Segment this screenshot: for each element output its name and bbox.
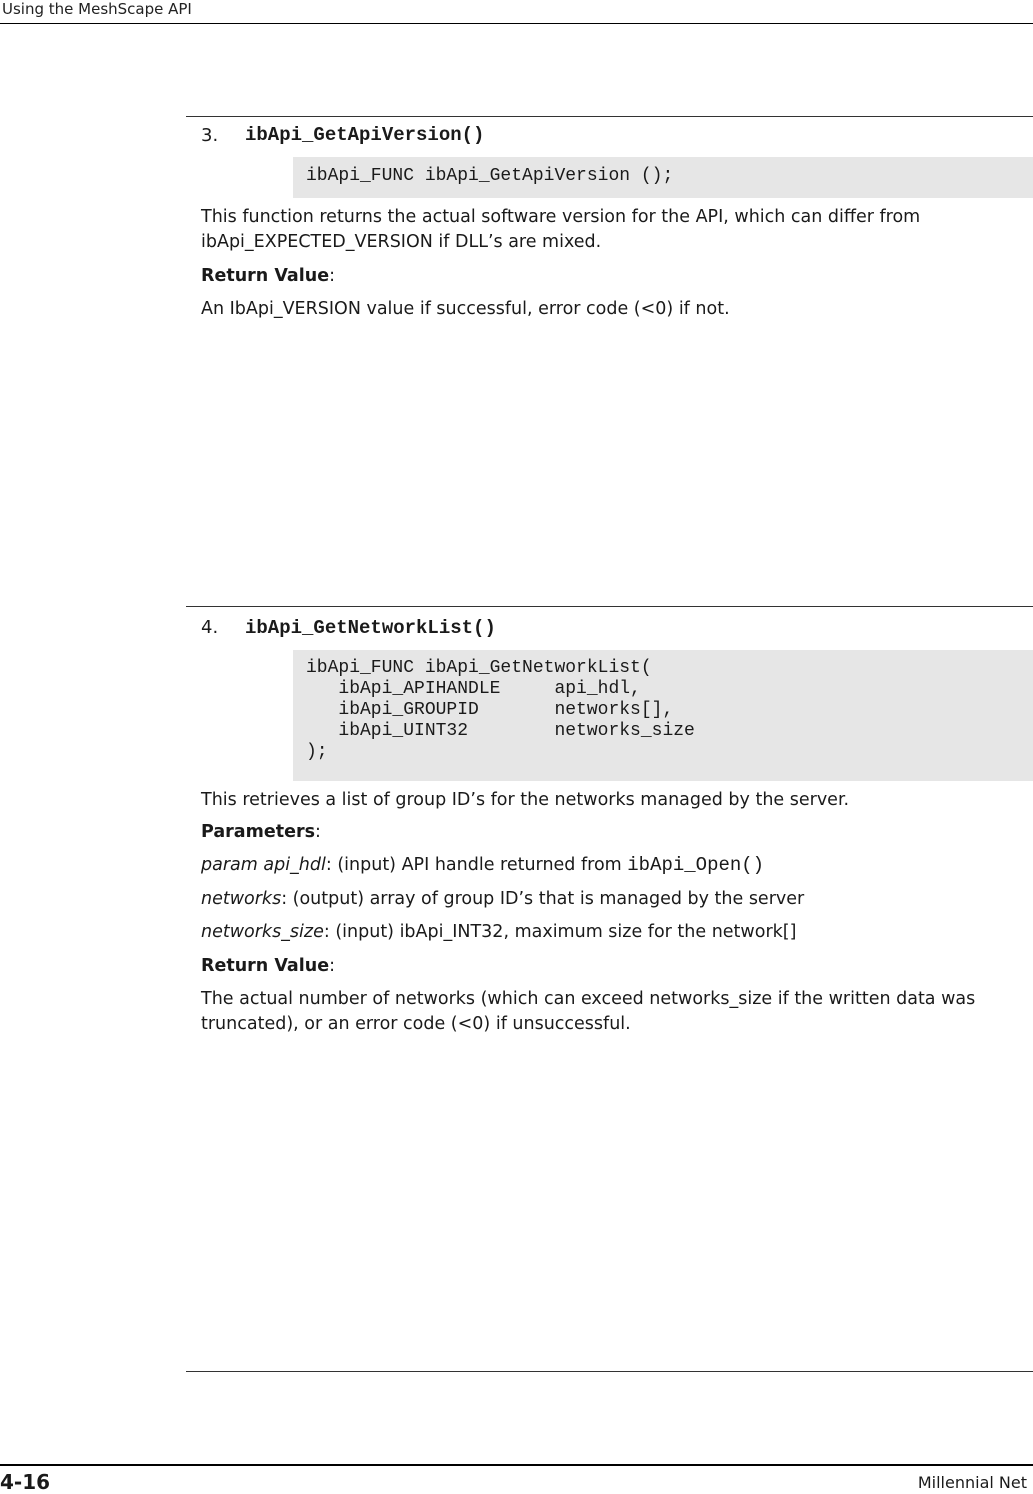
return-label: Return Value bbox=[201, 956, 330, 976]
section-4-description: This retrieves a list of group ID’s for the networks managed by the server. bbox=[201, 790, 850, 810]
param-api-hdl: param api_hdl: (input) API handle returned from ibApi_Open() bbox=[201, 854, 765, 876]
section-3-title: ibApi_GetApiVersion() bbox=[245, 124, 485, 146]
section-3-return-heading: Return Value: bbox=[201, 266, 335, 286]
section-4-params-heading: Parameters: bbox=[201, 822, 321, 842]
section-4-code-block: ibApi_FUNC ibApi_GetNetworkList( ibApi_APIHANDLE api_hdl, ibApi_GROUPID networks[], ibApi_UINT32 networks_size ); bbox=[293, 650, 1033, 781]
param-networks-size: networks_size: (input) ibApi_INT32, maximum size for the network[] bbox=[201, 922, 797, 942]
section-3-return-text: An IbApi_VERSION value if successful, error code (<0) if not. bbox=[201, 299, 730, 319]
section-4-title: ibApi_GetNetworkList() bbox=[245, 617, 496, 639]
return-label: Return Value bbox=[201, 266, 330, 286]
section-3-description: This function returns the actual software version for the API, which can differ from ibApi_EXPECTED_VERSION if DLL’s are mixed. bbox=[201, 207, 921, 252]
section-3-code-block: ibApi_FUNC ibApi_GetApiVersion (); bbox=[293, 157, 1033, 198]
section-4-return-text: The actual number of networks (which can exceed networks_size if the written data was truncated), or an error code (<0) if unsuccessful. bbox=[201, 989, 976, 1034]
params-label: Parameters bbox=[201, 822, 315, 842]
param-networks: networks: (output) array of group ID’s that is managed by the server bbox=[201, 889, 805, 909]
section-4-return-heading: Return Value: bbox=[201, 956, 335, 976]
footer-publisher: Millennial Net bbox=[917, 1473, 1027, 1492]
section-4-rule bbox=[186, 606, 1033, 607]
section-3-number: 3. bbox=[201, 125, 219, 146]
header-rule bbox=[0, 23, 1033, 24]
page-number: 4-16 bbox=[0, 1470, 51, 1494]
section-4-number: 4. bbox=[201, 617, 219, 638]
footer-rule bbox=[0, 1464, 1033, 1466]
section-3-rule bbox=[186, 116, 1033, 117]
running-header: Using the MeshScape API bbox=[2, 0, 192, 18]
bottom-section-rule bbox=[186, 1371, 1033, 1372]
